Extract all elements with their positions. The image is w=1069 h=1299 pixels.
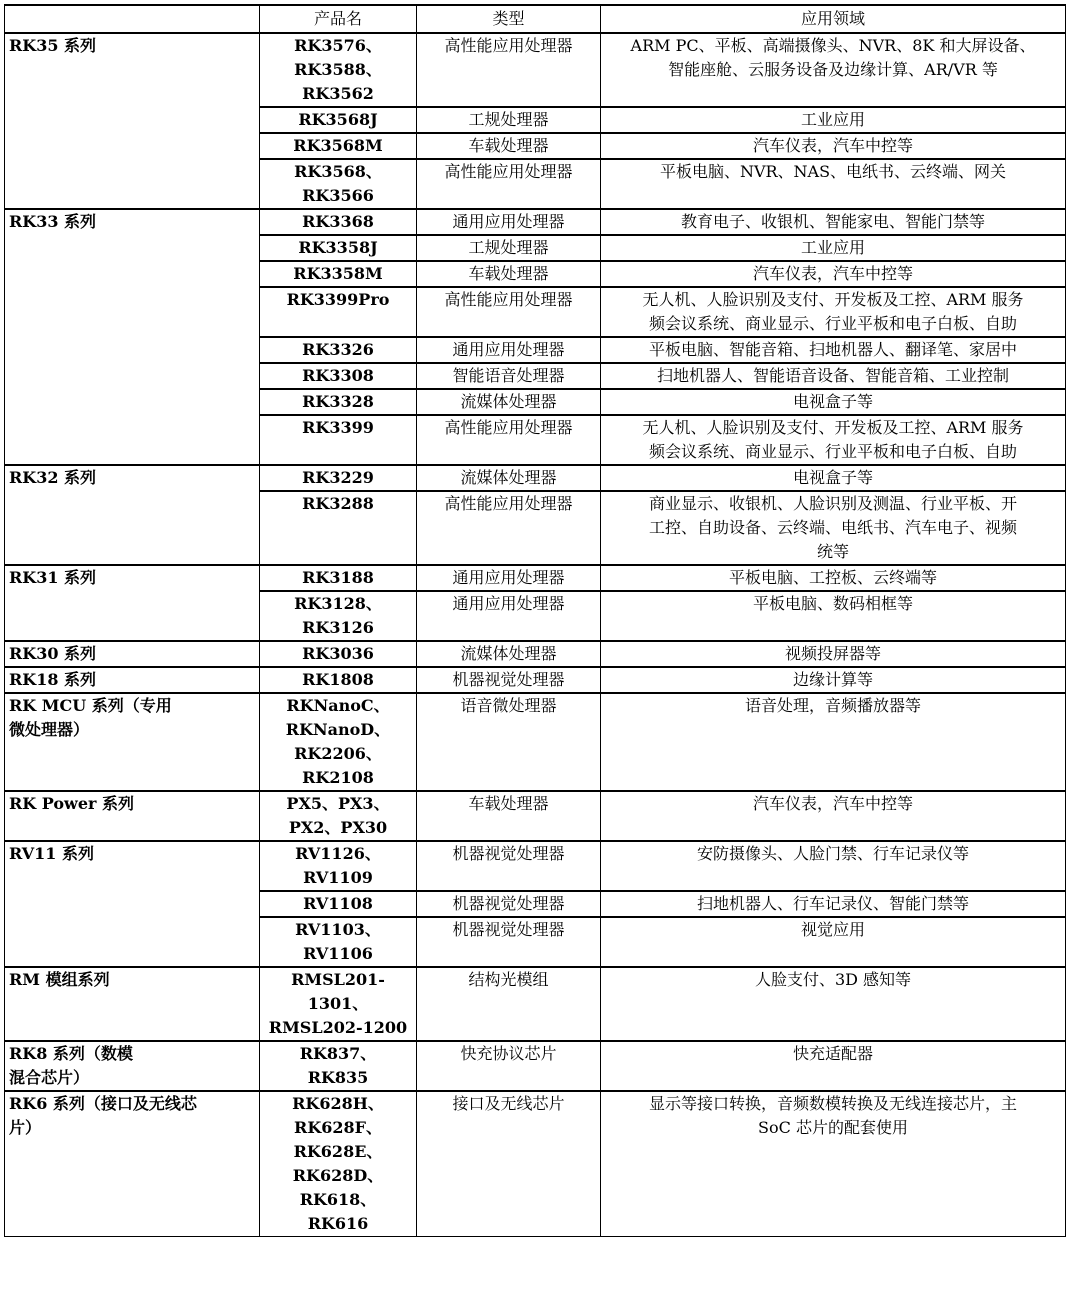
application-cell: 电视盒子等 bbox=[601, 389, 1066, 415]
application-cell: ARM PC、平板、高端摄像头、NVR、8K 和大屏设备、 智能座舱、云服务设备及边缘计算、AR/VR 等 bbox=[601, 33, 1066, 107]
type-cell: 接口及无线芯片 bbox=[417, 1091, 601, 1237]
application-cell: 商业显示、收银机、人脸识别及测温、行业平板、开 工控、自助设备、云终端、电纸书、汽车电子、视频 统等 bbox=[601, 491, 1066, 565]
application-cell: 汽车仪表，汽车中控等 bbox=[601, 791, 1066, 841]
application-cell: 汽车仪表，汽车中控等 bbox=[601, 133, 1066, 159]
product-cell: RK3328 bbox=[260, 389, 417, 415]
table-row bbox=[5, 667, 1066, 693]
product-cell: RK3358M bbox=[260, 261, 417, 287]
application-cell: 平板电脑、NVR、NAS、电纸书、云终端、网关 bbox=[601, 159, 1066, 209]
product-cell: RK3288 bbox=[260, 491, 417, 565]
product-cell: RKNanoC、 RKNanoD、 RK2206、 RK2108 bbox=[260, 693, 417, 791]
application-cell: 边缘计算等 bbox=[601, 667, 1066, 693]
series-cell: RK18 系列 bbox=[5, 667, 260, 693]
application-cell: 视觉应用 bbox=[601, 917, 1066, 967]
type-cell: 流媒体处理器 bbox=[417, 641, 601, 667]
application-cell: 平板电脑、智能音箱、扫地机器人、翻译笔、家居中 bbox=[601, 337, 1066, 363]
type-cell: 高性能应用处理器 bbox=[417, 415, 601, 465]
application-cell: 平板电脑、数码相框等 bbox=[601, 591, 1066, 641]
application-cell: 快充适配器 bbox=[601, 1041, 1066, 1091]
product-cell: RK3036 bbox=[260, 641, 417, 667]
series-cell: RK8 系列（数模 混合芯片） bbox=[5, 1041, 260, 1091]
product-table bbox=[4, 4, 1066, 1237]
product-cell: RK3188 bbox=[260, 565, 417, 591]
type-cell: 工规处理器 bbox=[417, 107, 601, 133]
product-cell: RK3128、 RK3126 bbox=[260, 591, 417, 641]
series-cell: RK6 系列（接口及无线芯 片） bbox=[5, 1091, 260, 1237]
type-cell: 高性能应用处理器 bbox=[417, 33, 601, 107]
type-cell: 智能语音处理器 bbox=[417, 363, 601, 389]
type-cell: 流媒体处理器 bbox=[417, 465, 601, 491]
table-body bbox=[5, 33, 1066, 1237]
product-cell: RK3229 bbox=[260, 465, 417, 491]
product-cell: PX5、PX3、 PX2、PX30 bbox=[260, 791, 417, 841]
product-cell: RMSL201- 1301、 RMSL202-1200 bbox=[260, 967, 417, 1041]
series-cell: RV11 系列 bbox=[5, 841, 260, 967]
product-cell: RV1103、 RV1106 bbox=[260, 917, 417, 967]
application-cell: 扫地机器人、智能语音设备、智能音箱、工业控制 bbox=[601, 363, 1066, 389]
series-cell: RK30 系列 bbox=[5, 641, 260, 667]
header-series bbox=[5, 5, 260, 33]
application-cell: 电视盒子等 bbox=[601, 465, 1066, 491]
type-cell: 高性能应用处理器 bbox=[417, 491, 601, 565]
application-cell: 工业应用 bbox=[601, 235, 1066, 261]
product-cell: RK837、 RK835 bbox=[260, 1041, 417, 1091]
application-cell: 无人机、人脸识别及支付、开发板及工控、ARM 服务 频会议系统、商业显示、行业平板和电子白板、自助 bbox=[601, 287, 1066, 337]
table-row bbox=[5, 693, 1066, 791]
series-cell: RK31 系列 bbox=[5, 565, 260, 641]
type-cell: 车载处理器 bbox=[417, 261, 601, 287]
type-cell: 通用应用处理器 bbox=[417, 591, 601, 641]
table-row bbox=[5, 841, 1066, 891]
application-cell: 无人机、人脸识别及支付、开发板及工控、ARM 服务 频会议系统、商业显示、行业平板和电子白板、自助 bbox=[601, 415, 1066, 465]
product-cell: RK3308 bbox=[260, 363, 417, 389]
product-cell: RV1108 bbox=[260, 891, 417, 917]
application-cell: 教育电子、收银机、智能家电、智能门禁等 bbox=[601, 209, 1066, 235]
type-cell: 工规处理器 bbox=[417, 235, 601, 261]
product-cell: RK628H、 RK628F、 RK628E、 RK628D、 RK618、 RK616 bbox=[260, 1091, 417, 1237]
series-cell: RK Power 系列 bbox=[5, 791, 260, 841]
type-cell: 通用应用处理器 bbox=[417, 209, 601, 235]
application-cell: 显示等接口转换，音频数模转换及无线连接芯片，主 SoC 芯片的配套使用 bbox=[601, 1091, 1066, 1237]
product-cell: RK3568M bbox=[260, 133, 417, 159]
product-cell: RK3576、 RK3588、 RK3562 bbox=[260, 33, 417, 107]
type-cell: 高性能应用处理器 bbox=[417, 287, 601, 337]
table-row bbox=[5, 209, 1066, 235]
type-cell: 快充协议芯片 bbox=[417, 1041, 601, 1091]
header-row bbox=[5, 5, 1066, 33]
table-row bbox=[5, 1041, 1066, 1091]
application-cell: 人脸支付、3D 感知等 bbox=[601, 967, 1066, 1041]
series-cell: RK35 系列 bbox=[5, 33, 260, 209]
application-cell: 扫地机器人、行车记录仪、智能门禁等 bbox=[601, 891, 1066, 917]
type-cell: 语音微处理器 bbox=[417, 693, 601, 791]
table-row bbox=[5, 1091, 1066, 1237]
product-cell: RV1126、 RV1109 bbox=[260, 841, 417, 891]
type-cell: 车载处理器 bbox=[417, 133, 601, 159]
type-cell: 机器视觉处理器 bbox=[417, 667, 601, 693]
series-cell: RK32 系列 bbox=[5, 465, 260, 565]
application-cell: 工业应用 bbox=[601, 107, 1066, 133]
table-row bbox=[5, 465, 1066, 491]
product-cell: RK3568、 RK3566 bbox=[260, 159, 417, 209]
type-cell: 通用应用处理器 bbox=[417, 337, 601, 363]
type-cell: 结构光模组 bbox=[417, 967, 601, 1041]
application-cell: 语音处理，音频播放器等 bbox=[601, 693, 1066, 791]
type-cell: 机器视觉处理器 bbox=[417, 841, 601, 891]
type-cell: 高性能应用处理器 bbox=[417, 159, 601, 209]
product-cell: RK3568J bbox=[260, 107, 417, 133]
product-cell: RK3399 bbox=[260, 415, 417, 465]
product-cell: RK3358J bbox=[260, 235, 417, 261]
product-cell: RK3368 bbox=[260, 209, 417, 235]
table-row bbox=[5, 967, 1066, 1041]
type-cell: 车载处理器 bbox=[417, 791, 601, 841]
series-cell: RK33 系列 bbox=[5, 209, 260, 465]
type-cell: 通用应用处理器 bbox=[417, 565, 601, 591]
header-app: 应用领域 bbox=[601, 5, 1066, 33]
application-cell: 汽车仪表，汽车中控等 bbox=[601, 261, 1066, 287]
type-cell: 机器视觉处理器 bbox=[417, 917, 601, 967]
table-row bbox=[5, 33, 1066, 107]
series-cell: RK MCU 系列（专用 微处理器） bbox=[5, 693, 260, 791]
application-cell: 平板电脑、工控板、云终端等 bbox=[601, 565, 1066, 591]
type-cell: 机器视觉处理器 bbox=[417, 891, 601, 917]
type-cell: 流媒体处理器 bbox=[417, 389, 601, 415]
table-row bbox=[5, 791, 1066, 841]
table-row bbox=[5, 565, 1066, 591]
table-row bbox=[5, 641, 1066, 667]
application-cell: 视频投屏器等 bbox=[601, 641, 1066, 667]
header-type: 类型 bbox=[417, 5, 601, 33]
application-cell: 安防摄像头、人脸门禁、行车记录仪等 bbox=[601, 841, 1066, 891]
series-cell: RM 模组系列 bbox=[5, 967, 260, 1041]
product-cell: RK3399Pro bbox=[260, 287, 417, 337]
product-cell: RK3326 bbox=[260, 337, 417, 363]
header-product: 产品名 bbox=[260, 5, 417, 33]
product-cell: RK1808 bbox=[260, 667, 417, 693]
